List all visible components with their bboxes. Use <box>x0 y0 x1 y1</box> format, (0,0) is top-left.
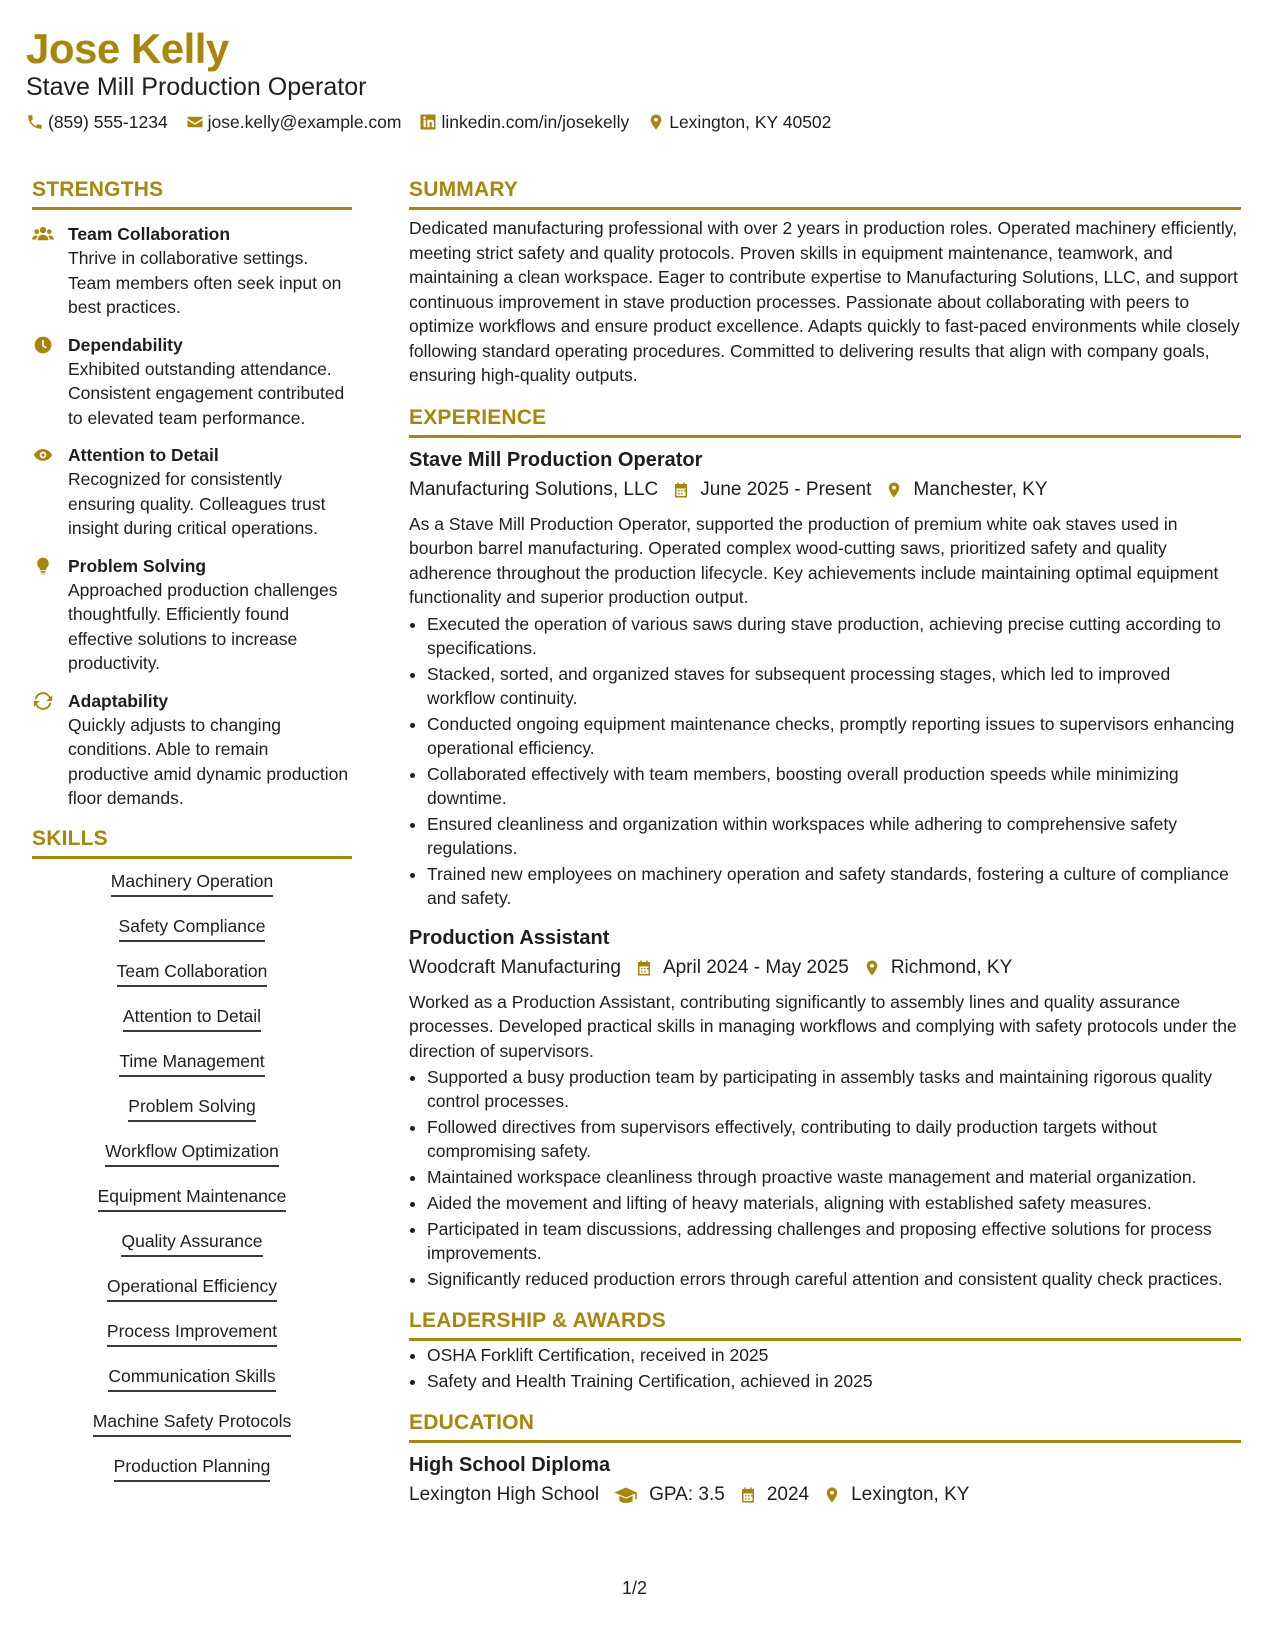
strength-desc: Thrive in collaborative settings. Team members often seek input on best practices. <box>68 248 342 317</box>
strength-desc: Exhibited outstanding attendance. Consistent engagement contributed to elevated team performance. <box>68 358 345 428</box>
bullet-item: • Executed the operation of various saws during stave production, achieving precise cutting according to specifications. <box>427 612 1241 660</box>
job-location: Richmond, KY <box>890 956 1013 978</box>
strengths-list <box>32 222 352 811</box>
skill-item: Process Improvement <box>107 1319 277 1347</box>
skill-item: Operational Efficiency <box>107 1274 277 1302</box>
left-column <box>32 176 352 1499</box>
skill-item: Safety Compliance <box>119 914 266 942</box>
location-text: Lexington, KY 40502 <box>669 112 832 132</box>
experience-heading: EXPERIENCE <box>409 404 1241 438</box>
graduation-cap-icon <box>613 1485 639 1505</box>
awards-heading: LEADERSHIP & AWARDS <box>409 1307 1241 1341</box>
education-meta <box>409 1481 1241 1509</box>
skill-item: Machine Safety Protocols <box>93 1409 291 1437</box>
strength-title: Adaptability <box>68 690 169 711</box>
award-item: • Safety and Health Training Certification, achieved in 2025 <box>427 1369 1241 1393</box>
email-text: jose.kelly@example.com <box>207 112 402 132</box>
bullet-item: • Followed directives from supervisors effectively, contributing to daily production targets without compromising safety. <box>427 1115 1241 1163</box>
job-description: As a Stave Mill Production Operator, supported the production of premium white oak staves used in bourbon barrel manufacturing. Operated complex wood-cutting saws, prioritized safety and quality adherence throughout the production lifecycle. Key achievements include maintaining optimal equipment functionality and superior production output. <box>409 513 1219 607</box>
candidate-name: Jose Kelly <box>26 25 229 72</box>
job-entry <box>409 924 1241 1292</box>
skill-item: Equipment Maintenance <box>98 1184 287 1212</box>
job-company: Manufacturing Solutions, LLC <box>409 478 659 500</box>
bullet-item: • Stacked, sorted, and organized staves for subsequent processing stages, which led to improved workflow continuity. <box>427 662 1241 710</box>
strength-title: Problem Solving <box>68 555 207 576</box>
strength-title: Dependability <box>68 334 183 355</box>
calendar-icon <box>635 958 653 978</box>
skill-item: Attention to Detail <box>123 1004 261 1032</box>
award-item: • OSHA Forklift Certification, received in 2025 <box>427 1343 1241 1367</box>
strengths-heading: STRENGTHS <box>32 176 352 210</box>
skill-item: Production Planning <box>114 1454 271 1482</box>
contact-email[interactable] <box>186 110 402 134</box>
summary-text: Dedicated manufacturing professional with over 2 years in production roles. Operated machinery efficiently, meeting strict safety and quality protocols. Proven skills in equipment maintenance, teamwork, and maintaining a clean workspace. Eager to contribute expertise to Manufacturing Solutions, LLC, and support continuous improvement in stave production processes. Passionate about collaborating with peers to optimize workflows and ensure product excellence. Adapts quickly to fast-paced environments while closely following standard operating procedures. Committed to delivering results that align with company goals, ensuring high-quality outputs. <box>409 218 1240 385</box>
resume-header <box>26 26 1246 134</box>
strength-item <box>32 689 352 811</box>
lightbulb-icon <box>32 556 54 576</box>
calendar-icon <box>672 480 690 500</box>
job-company: Woodcraft Manufacturing <box>409 956 621 978</box>
strength-title: Team Collaboration <box>68 224 231 244</box>
contact-linkedin[interactable] <box>419 110 629 134</box>
skill-item: Team Collaboration <box>117 959 268 987</box>
skills-heading: SKILLS <box>32 825 352 859</box>
strength-item <box>32 333 352 431</box>
bullet-item: • Significantly reduced production errors through careful attention and consistent quality check practices. <box>427 1267 1241 1291</box>
clock-icon <box>32 335 54 355</box>
education-heading: EDUCATION <box>409 1409 1241 1443</box>
phone-text: (859) 555-1234 <box>48 112 168 132</box>
skills-list <box>32 869 352 1499</box>
job-entry <box>409 446 1241 910</box>
bullet-item: • Conducted ongoing equipment maintenance checks, promptly reporting issues to supervisors enhancing operational efficiency. <box>427 712 1241 760</box>
job-bullets <box>427 1065 1241 1291</box>
map-pin-icon <box>647 113 665 131</box>
map-pin-icon <box>885 480 903 500</box>
skill-item: Workflow Optimization <box>105 1139 279 1167</box>
job-title: Production Assistant <box>409 926 610 949</box>
contact-bar <box>26 110 1246 134</box>
strength-item <box>32 222 352 320</box>
candidate-role: Stave Mill Production Operator <box>26 73 367 101</box>
calendar-icon <box>739 1485 757 1505</box>
awards-list <box>427 1343 1241 1393</box>
bullet-item: • Maintained workspace cleanliness through proactive waste management and material organization. <box>427 1165 1241 1189</box>
strength-item <box>32 554 352 676</box>
bullet-item: • Supported a busy production team by participating in assembly tasks and maintaining rigorous quality control processes. <box>427 1065 1241 1113</box>
job-dates: June 2025 - Present <box>700 478 872 500</box>
education-school: Lexington High School <box>409 1484 600 1505</box>
skill-item: Machinery Operation <box>111 869 273 897</box>
right-column <box>409 176 1241 1509</box>
strength-item <box>32 443 352 541</box>
job-dates: April 2024 - May 2025 <box>662 956 849 978</box>
job-meta <box>409 476 1241 504</box>
bullet-item: • Participated in team discussions, addressing challenges and proposing effective solutions for process improvements. <box>427 1217 1241 1265</box>
job-title: Stave Mill Production Operator <box>409 448 703 471</box>
bullet-item: • Ensured cleanliness and organization within workspaces while adhering to comprehensive safety regulations. <box>427 812 1241 860</box>
eye-icon <box>32 445 54 465</box>
skill-item: Communication Skills <box>108 1364 275 1392</box>
envelope-icon <box>186 113 204 131</box>
skill-item: Time Management <box>119 1049 264 1077</box>
skill-item: Problem Solving <box>128 1094 255 1122</box>
linkedin-icon <box>419 113 437 131</box>
strength-desc: Approached production challenges thoughtfully. Efficiently found effective solutions to increase productivity. <box>68 579 338 673</box>
job-description: Worked as a Production Assistant, contributing significantly to assembly lines and quality assurance processes. Developed practical skills in managing workflows and complying with safety protocols under the direction of supervisors. <box>409 991 1237 1061</box>
bullet-item: • Trained new employees on machinery operation and safety standards, fostering a culture of compliance and safety. <box>427 862 1241 910</box>
education-degree: High School Diploma <box>409 1454 611 1476</box>
job-location: Manchester, KY <box>913 478 1048 500</box>
strength-title: Attention to Detail <box>68 445 219 465</box>
summary-heading: SUMMARY <box>409 176 1241 210</box>
map-pin-icon <box>823 1485 841 1505</box>
linkedin-text: linkedin.com/in/josekelly <box>441 112 630 132</box>
contact-phone[interactable] <box>26 110 168 134</box>
job-bullets <box>427 612 1241 910</box>
users-icon <box>32 224 54 244</box>
contact-location <box>647 110 831 134</box>
education-year: 2024 <box>766 1484 810 1505</box>
page-number: 1/2 <box>622 1578 648 1598</box>
education-gpa: GPA: 3.5 <box>649 1484 725 1505</box>
bullet-item: • Collaborated effectively with team members, boosting overall production speeds while minimizing downtime. <box>427 762 1241 810</box>
strength-desc: Recognized for consistently ensuring quality. Colleagues trust insight during critical operations. <box>68 469 326 538</box>
map-pin-icon <box>863 958 881 978</box>
refresh-icon <box>32 691 54 711</box>
strength-desc: Quickly adjusts to changing conditions. Able to remain productive amid dynamic production floor demands. <box>68 714 349 808</box>
education-location: Lexington, KY <box>851 1484 970 1505</box>
job-meta <box>409 954 1241 982</box>
skill-item: Quality Assurance <box>121 1229 262 1257</box>
bullet-item: • Aided the movement and lifting of heavy materials, aligning with established safety measures. <box>427 1191 1241 1215</box>
phone-icon <box>26 113 44 131</box>
